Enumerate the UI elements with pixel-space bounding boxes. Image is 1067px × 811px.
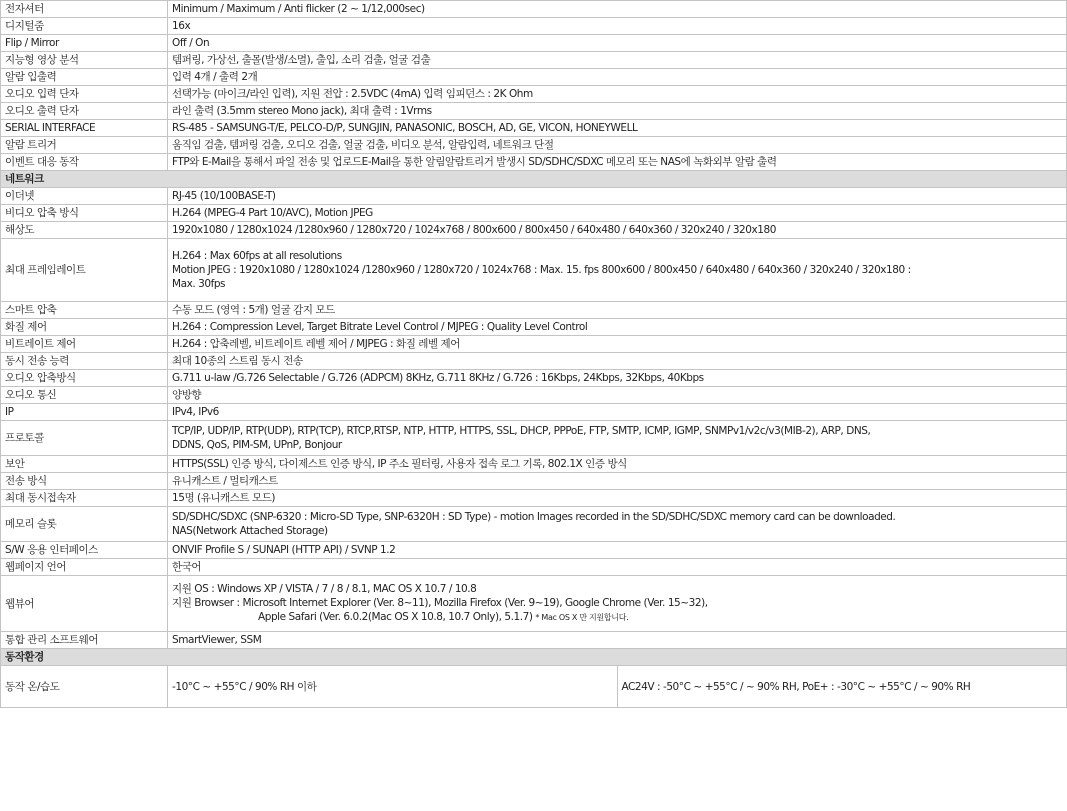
spec-label: 알람 입출력	[1, 69, 168, 86]
spec-label: 해상도	[1, 222, 168, 239]
spec-label: 메모리 슬롯	[1, 507, 168, 542]
spec-row	[1, 387, 1067, 404]
spec-value	[168, 421, 1067, 456]
spec-value: 1920x1080 / 1280x1024 /1280x960 / 1280x720 / 1024x768 / 800x600 / 800x450 / 640x480 / 640x360 / 320x240 / 320x180	[168, 222, 1067, 239]
spec-value-line: H.264 : Max 60fps at all resolutions	[172, 250, 342, 262]
spec-value: AC24V : -50°C ~ +55°C / ~ 90% RH, PoE+ : -30°C ~ +55°C / ~ 90% RH	[617, 666, 1067, 708]
spec-value: 템퍼링, 가상선, 출몰(발생/소멸), 출입, 소리 검출, 얼굴 검출	[168, 52, 1067, 69]
spec-row	[1, 52, 1067, 69]
spec-value: RS-485 - SAMSUNG-T/E, PELCO-D/P, SUNGJIN, PANASONIC, BOSCH, AD, GE, VICON, HONEYWELL	[168, 120, 1067, 137]
spec-label: 오디오 통신	[1, 387, 168, 404]
spec-row	[1, 576, 1067, 632]
spec-value	[168, 576, 1067, 632]
spec-value: H.264 : 압축레벨, 비트레이트 레벨 제어 / MJPEG : 화질 레벨 제어	[168, 336, 1067, 353]
spec-row	[1, 302, 1067, 319]
spec-value: 16x	[168, 18, 1067, 35]
spec-label: IP	[1, 404, 168, 421]
spec-row	[1, 86, 1067, 103]
spec-label: 동시 전송 능력	[1, 353, 168, 370]
safari-support-text: Apple Safari (Ver. 6.0.2(Mac OS X 10.8, 10.7 Only), 5.1.7)	[258, 611, 533, 623]
spec-value: 유니캐스트 / 멀티캐스트	[168, 473, 1067, 490]
spec-value-line: Motion JPEG : 1920x1080 / 1280x1024 /1280x960 / 1280x720 / 1024x768 : Max. 15. fps 800x600 / 800x450 / 640x480 / 640x360 / 320x240 / 320x180 :	[172, 264, 911, 276]
spec-value-line: 지원 OS : Windows XP / VISTA / 7 / 8 / 8.1, MAC OS X 10.7 / 10.8	[172, 583, 477, 595]
spec-value-line: SD/SDHC/SDXC (SNP-6320 : Micro-SD Type, SNP-6320H : SD Type) - motion Images recorded in the SD/SDHC/SDXC memory card can be downloaded.	[172, 511, 896, 523]
spec-row	[1, 666, 1067, 708]
spec-row	[1, 353, 1067, 370]
spec-label: 화질 제어	[1, 319, 168, 336]
spec-row	[1, 35, 1067, 52]
spec-value: 15명 (유니캐스트 모드)	[168, 490, 1067, 507]
spec-value: 최대 10종의 스트림 동시 전송	[168, 353, 1067, 370]
spec-row	[1, 103, 1067, 120]
spec-label: 동작 온/습도	[1, 666, 168, 708]
spec-value: SmartViewer, SSM	[168, 632, 1067, 649]
spec-label: 비트레이트 제어	[1, 336, 168, 353]
spec-row	[1, 188, 1067, 205]
spec-value: H.264 (MPEG-4 Part 10/AVC), Motion JPEG	[168, 205, 1067, 222]
spec-row	[1, 456, 1067, 473]
spec-label: 이벤트 대응 동작	[1, 154, 168, 171]
section-row	[1, 171, 1067, 188]
spec-value: RJ-45 (10/100BASE-T)	[168, 188, 1067, 205]
spec-row	[1, 473, 1067, 490]
spec-label: 통합 관리 소프트웨어	[1, 632, 168, 649]
spec-value: -10°C ~ +55°C / 90% RH 이하	[168, 666, 618, 708]
spec-label: S/W 응용 인터페이스	[1, 542, 168, 559]
spec-value-line: TCP/IP, UDP/IP, RTP(UDP), RTP(TCP), RTCP,RTSP, NTP, HTTP, HTTPS, SSL, DHCP, PPPoE, FTP, SMTP, ICMP, IGMP, SNMPv1/v2c/v3(MIB-2), ARP, DNS,	[172, 425, 871, 437]
footnote: * Mac OS X 만 지원합니다.	[535, 613, 629, 622]
spec-value: 선택가능 (마이크/라인 입력), 지원 전압 : 2.5VDC (4mA) 입력 임피던스 : 2K Ohm	[168, 86, 1067, 103]
section-header: 동작환경	[1, 649, 1067, 666]
spec-label: 오디오 압축방식	[1, 370, 168, 387]
spec-row	[1, 490, 1067, 507]
spec-row	[1, 559, 1067, 576]
spec-label: 스마트 압축	[1, 302, 168, 319]
section-header: 네트워크	[1, 171, 1067, 188]
spec-value: H.264 : Compression Level, Target Bitrate Level Control / MJPEG : Quality Level Control	[168, 319, 1067, 336]
spec-label: 프로토콜	[1, 421, 168, 456]
spec-row	[1, 205, 1067, 222]
spec-label: 비디오 압축 방식	[1, 205, 168, 222]
spec-label: 오디오 입력 단자	[1, 86, 168, 103]
spec-row	[1, 239, 1067, 302]
spec-label: Flip / Mirror	[1, 35, 168, 52]
spec-label: SERIAL INTERFACE	[1, 120, 168, 137]
spec-row	[1, 404, 1067, 421]
spec-row	[1, 120, 1067, 137]
spec-row	[1, 370, 1067, 387]
spec-row	[1, 421, 1067, 456]
spec-value-line: 지원 Browser : Microsoft Internet Explorer (Ver. 8~11), Mozilla Firefox (Ver. 9~19), Google Chrome (Ver. 15~32),	[172, 597, 708, 609]
spec-value: 라인 출력 (3.5mm stereo Mono jack), 최대 출력 : 1Vrms	[168, 103, 1067, 120]
spec-value: ONVIF Profile S / SUNAPI (HTTP API) / SVNP 1.2	[168, 542, 1067, 559]
spec-value: G.711 u-law /G.726 Selectable / G.726 (ADPCM) 8KHz, G.711 8KHz / G.726 : 16Kbps, 24Kbps, 32Kbps, 40Kbps	[168, 370, 1067, 387]
spec-label: 웹페이지 언어	[1, 559, 168, 576]
spec-value: 입력 4개 / 출력 2개	[168, 69, 1067, 86]
spec-label: 웹뷰어	[1, 576, 168, 632]
spec-value-line: Max. 30fps	[172, 278, 226, 290]
spec-row	[1, 154, 1067, 171]
spec-row	[1, 632, 1067, 649]
spec-row	[1, 336, 1067, 353]
spec-label: 이더넷	[1, 188, 168, 205]
spec-row	[1, 507, 1067, 542]
spec-row	[1, 137, 1067, 154]
spec-label: 지능형 영상 분석	[1, 52, 168, 69]
spec-value: 수동 모드 (영역 : 5개) 얼굴 감지 모드	[168, 302, 1067, 319]
spec-value: 움직임 검출, 템퍼링 검출, 오디오 검출, 얼굴 검출, 비디오 분석, 알람입력, 네트워크 단절	[168, 137, 1067, 154]
spec-value: 양방향	[168, 387, 1067, 404]
spec-row	[1, 319, 1067, 336]
spec-value	[168, 507, 1067, 542]
spec-value-line: NAS(Network Attached Storage)	[172, 525, 328, 537]
spec-value	[168, 239, 1067, 302]
spec-value-line	[172, 610, 1062, 625]
spec-value-line: DDNS, QoS, PIM-SM, UPnP, Bonjour	[172, 439, 342, 451]
spec-row	[1, 222, 1067, 239]
spec-label: 최대 프레임레이트	[1, 239, 168, 302]
spec-value: Off / On	[168, 35, 1067, 52]
spec-label: 오디오 출력 단자	[1, 103, 168, 120]
spec-row	[1, 1, 1067, 18]
spec-value: HTTPS(SSL) 인증 방식, 다이제스트 인증 방식, IP 주소 필터링, 사용자 접속 로그 기록, 802.1X 인증 방식	[168, 456, 1067, 473]
spec-value: Minimum / Maximum / Anti flicker (2 ~ 1/12,000sec)	[168, 1, 1067, 18]
spec-row	[1, 69, 1067, 86]
spec-row	[1, 18, 1067, 35]
spec-value: 한국어	[168, 559, 1067, 576]
spec-label: 알람 트리거	[1, 137, 168, 154]
spec-row	[1, 542, 1067, 559]
spec-label: 전자셔터	[1, 1, 168, 18]
spec-label: 디지털줌	[1, 18, 168, 35]
section-row	[1, 649, 1067, 666]
spec-value: IPv4, IPv6	[168, 404, 1067, 421]
spec-label: 전송 방식	[1, 473, 168, 490]
spec-label: 최대 동시접속자	[1, 490, 168, 507]
spec-label: 보안	[1, 456, 168, 473]
spec-value: FTP와 E-Mail을 통해서 파일 전송 및 업로드E-Mail을 통한 알림알람트리거 발생시 SD/SDHC/SDXC 메모리 또는 NAS에 녹화외부 알람 출력	[168, 154, 1067, 171]
